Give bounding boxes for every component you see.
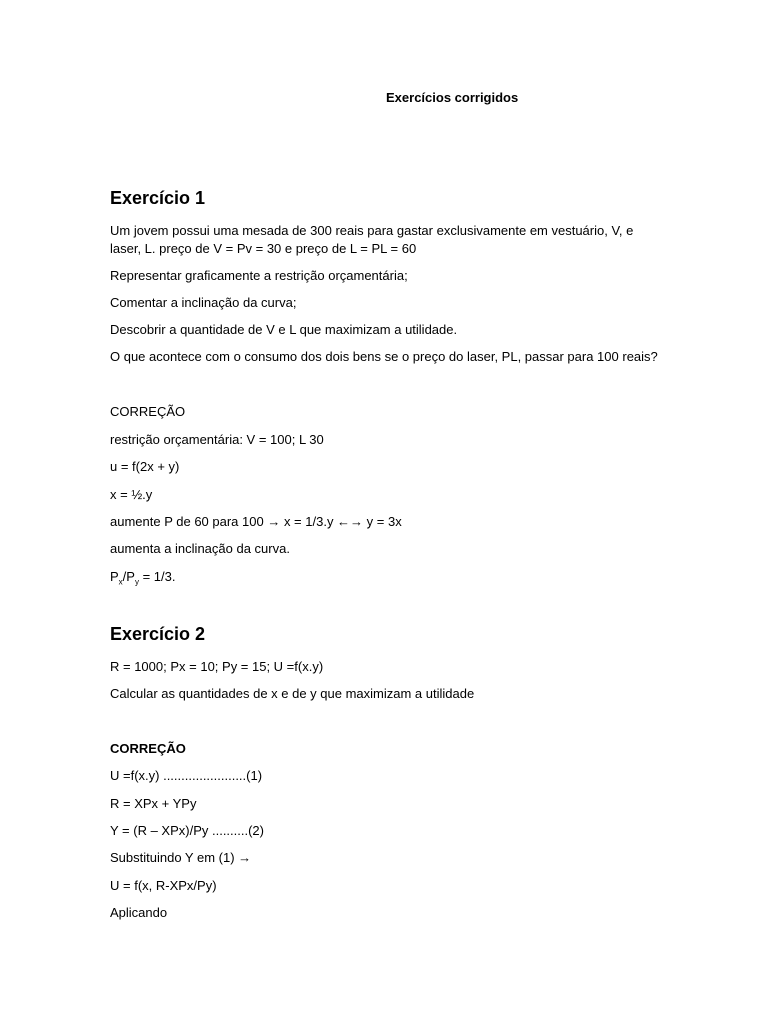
ex1-correction-line1: restrição orçamentária: V = 100; L 30	[110, 432, 324, 447]
price-p: P	[110, 569, 119, 584]
ex1-statement-line2: laser, L. preço de V = Pv = 30 e preço de L = PL = 60	[110, 241, 417, 256]
ex1-correction-line5: aumenta a inclinação da curva.	[110, 541, 290, 556]
ex1-correction-line3: x = ½.y	[110, 487, 153, 502]
ex1-task-4: O que acontece com o consumo dos dois bens se o preço do laser, PL, passar para 100 reais?	[110, 349, 658, 364]
ex1-correction-label: CORREÇÃO	[110, 404, 186, 419]
ex2-task: Calcular as quantidades de x e de y que maximizam a utilidade	[110, 686, 475, 701]
ex2-step-1: U =f(x.y) .......................(1)	[110, 768, 263, 783]
price-slash-p: /P	[122, 569, 135, 584]
ex1-task-1: Representar graficamente a restrição orçamentária;	[110, 268, 408, 283]
exercise-2-heading: Exercício 2	[110, 624, 206, 644]
ex1-task-3: Descobrir a quantidade de V e L que maximizam a utilidade.	[110, 322, 458, 337]
subscript-x: x	[118, 577, 123, 587]
ex2-given-values: R = 1000; Px = 10; Py = 15; U =f(x.y)	[110, 659, 324, 674]
exercise-1-heading: Exercício 1	[110, 188, 206, 208]
ex1-task-2: Comentar a inclinação da curva;	[110, 295, 297, 310]
ex1-correction-line4: aumente P de 60 para 100 → x = 1/3.y ←→ y = 3x	[110, 514, 402, 529]
ratio-value: = 1/3.	[138, 569, 176, 584]
ex2-step-6: Aplicando	[110, 905, 168, 920]
ex2-step-5: U = f(x, R-XPx/Py)	[110, 878, 217, 893]
document-title: Exercícios corrigidos	[386, 90, 519, 105]
subscript-y: y	[134, 577, 139, 587]
ex1-statement-line1: Um jovem possui uma mesada de 300 reais para gastar exclusivamente em vestuário, V, e	[110, 223, 634, 238]
ex1-correction-line2: u = f(2x + y)	[110, 459, 180, 474]
ex1-price-ratio	[110, 568, 175, 592]
ex2-step-4: Substituindo Y em (1) →	[110, 850, 252, 865]
ex2-step-2: R = XPx + YPy	[110, 796, 197, 811]
ex2-step-3: Y = (R – XPx)/Py ..........(2)	[110, 823, 264, 838]
ex2-correction-label: CORREÇÃO	[110, 741, 186, 756]
